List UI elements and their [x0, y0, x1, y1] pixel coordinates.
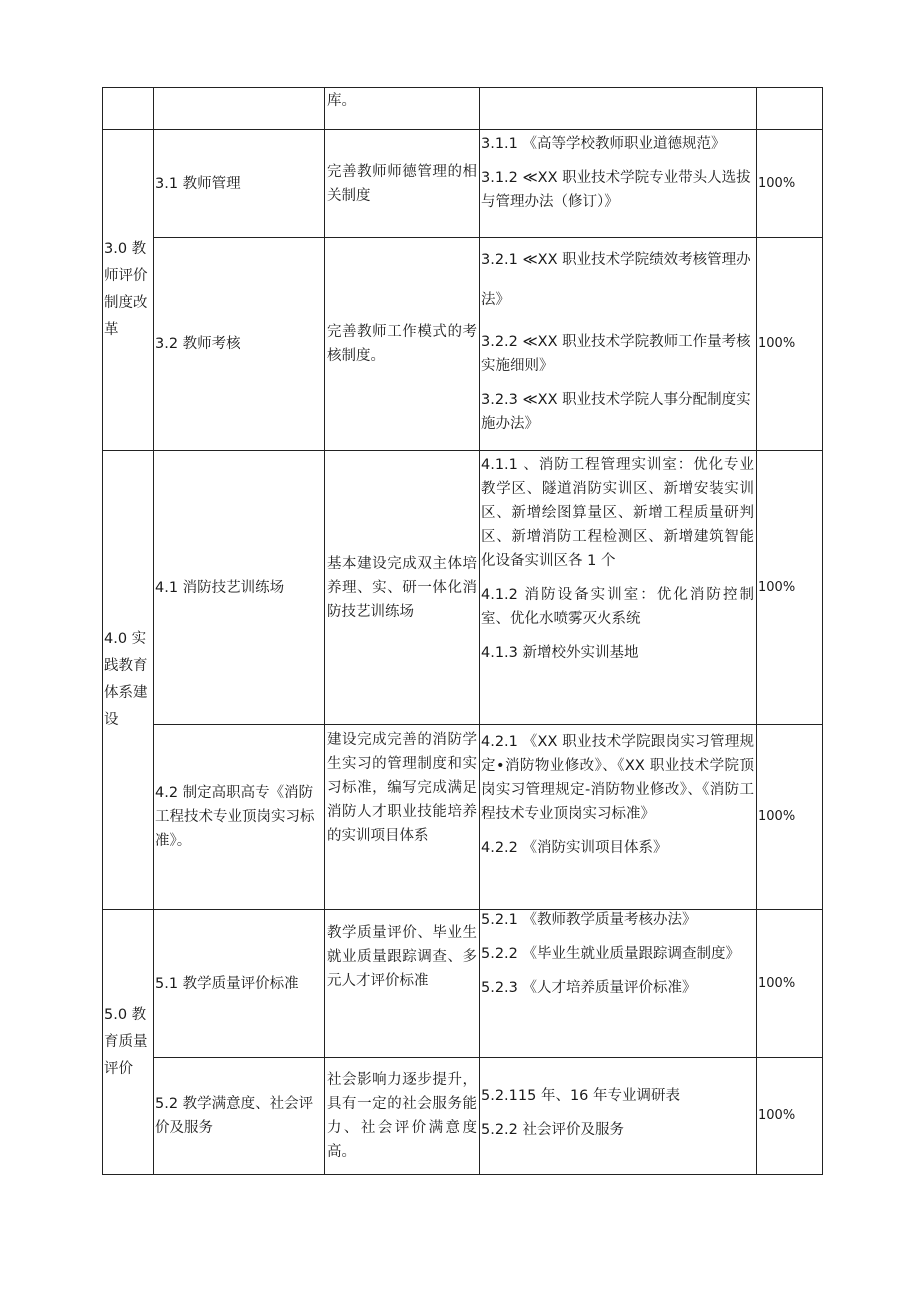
doc-item: 5.2.1 《教师教学质量考核办法》 — [481, 912, 697, 928]
measure-cell — [327, 130, 477, 237]
item-label: 5.2 教学满意度、社会评价及服务 — [155, 1096, 314, 1136]
doc-item: 3.2.2 ≪XX 职业技术学院教师工作量考核实施细则》 — [481, 334, 751, 374]
doc-item: 5.2.115 年、16 年专业调研表 — [481, 1088, 681, 1104]
doc-item: 4.2.1 《XX 职业技术学院跟岗实习管理规定•消防物业修改》、《XX 职业技术学院顶岗实习管理规定-消防物业修改》、《消防工程技术专业顶岗实习标准》 — [481, 734, 754, 822]
docs-cell — [481, 908, 754, 1056]
table-rule — [756, 87, 757, 1175]
completion-rate: 100% — [758, 579, 796, 595]
item-cell — [155, 910, 323, 1057]
measure-cell — [327, 238, 477, 450]
doc-item: 3.2.3 ≪XX 职业技术学院人事分配制度实施办法》 — [481, 392, 751, 432]
measure-text: 社会影响力逐步提升，具有一定的社会服务能力、社会评价满意度高。 — [327, 1072, 477, 1160]
category-label: 5.0 教育质量评价 — [104, 1006, 148, 1077]
category-cell — [102, 451, 153, 909]
measure-text: 库。 — [327, 93, 356, 109]
category-label: 3.0 教师评价制度改革 — [104, 241, 148, 338]
rate-cell — [758, 910, 821, 1057]
item-label: 4.1 消防技艺训练场 — [155, 579, 285, 596]
doc-item: 3.2.1 ≪XX 职业技术学院绩效考核管理办法》 — [481, 252, 751, 308]
item-cell — [155, 1058, 323, 1174]
docs-cell — [481, 132, 754, 236]
rate-cell — [758, 130, 821, 237]
doc-item: 3.1.2 ≪XX 职业技术学院专业带头人选拔与管理办法（修订）》 — [481, 170, 751, 210]
rate-cell — [758, 451, 821, 724]
completion-rate: 100% — [758, 1108, 796, 1123]
evaluation-table — [102, 87, 823, 1175]
item-cell — [155, 130, 323, 237]
doc-item: 5.2.2 社会评价及服务 — [481, 1122, 625, 1138]
table-rule — [479, 87, 480, 1175]
item-label: 4.2 制定高职高专《消防工程技术专业顶岗实习标准》。 — [155, 785, 315, 849]
rate-cell — [758, 1058, 821, 1174]
doc-item: 4.1.3 新增校外实训基地 — [481, 645, 639, 661]
completion-rate: 100% — [758, 336, 796, 351]
measure-cell — [327, 451, 477, 724]
doc-item: 3.1.1 《高等学校教师职业道德规范》 — [481, 136, 726, 152]
doc-item: 4.1.2 消防设备实训室：优化消防控制室、优化水喷雾灭火系统 — [481, 587, 754, 627]
measure-cell — [327, 921, 477, 1055]
rate-cell — [758, 725, 821, 909]
rate-cell — [758, 238, 821, 450]
completion-rate: 100% — [758, 175, 796, 191]
category-label: 4.0 实践教育体系建设 — [104, 631, 148, 728]
docs-cell — [481, 240, 754, 448]
item-cell — [155, 725, 323, 909]
docs-cell — [481, 453, 754, 723]
item-cell — [155, 451, 323, 724]
measure-cell — [327, 728, 477, 908]
completion-rate: 100% — [758, 809, 796, 824]
item-label: 5.1 教学质量评价标准 — [155, 975, 299, 992]
table-rule — [102, 87, 823, 88]
doc-item: 5.2.3 《人才培养质量评价标准》 — [481, 980, 697, 996]
item-label: 3.1 教师管理 — [155, 175, 241, 192]
table-rule — [102, 1174, 823, 1175]
measure-text: 建设完成完善的消防学生实习的管理制度和实习标准，编写完成满足消防人才职业技能培养的实训项目体系 — [327, 732, 477, 844]
docs-cell — [481, 1084, 754, 1164]
measure-cell — [327, 89, 477, 113]
table-rule — [822, 87, 823, 1175]
measure-cell — [327, 1058, 477, 1174]
doc-item: 5.2.2 《毕业生就业质量跟踪调查制度》 — [481, 946, 741, 962]
completion-rate: 100% — [758, 975, 796, 991]
table-rule — [153, 87, 154, 1175]
measure-text: 完善教师师德管理的相关制度 — [327, 163, 477, 204]
doc-item: 4.1.1 、消防工程管理实训室：优化专业教学区、隧道消防实训区、新增安装实训区、新增绘图算量区、新增工程质量研判区、新增消防工程检测区、新增建筑智能化设备实训区各 1 个 — [481, 457, 754, 569]
doc-item: 4.2.2 《消防实训项目体系》 — [481, 840, 668, 856]
table-rule — [324, 87, 325, 1175]
category-cell — [102, 910, 153, 1174]
docs-cell — [481, 730, 754, 908]
measure-text: 教学质量评价、毕业生就业质量跟踪调查、多元人才评价标准 — [327, 925, 477, 989]
item-cell — [155, 238, 323, 450]
item-label: 3.2 教师考核 — [155, 336, 241, 352]
category-cell — [102, 130, 153, 450]
measure-text: 完善教师工作模式的考核制度。 — [327, 324, 477, 364]
measure-text: 基本建设完成双主体培养理、实、研一体化消防技艺训练场 — [327, 555, 477, 620]
